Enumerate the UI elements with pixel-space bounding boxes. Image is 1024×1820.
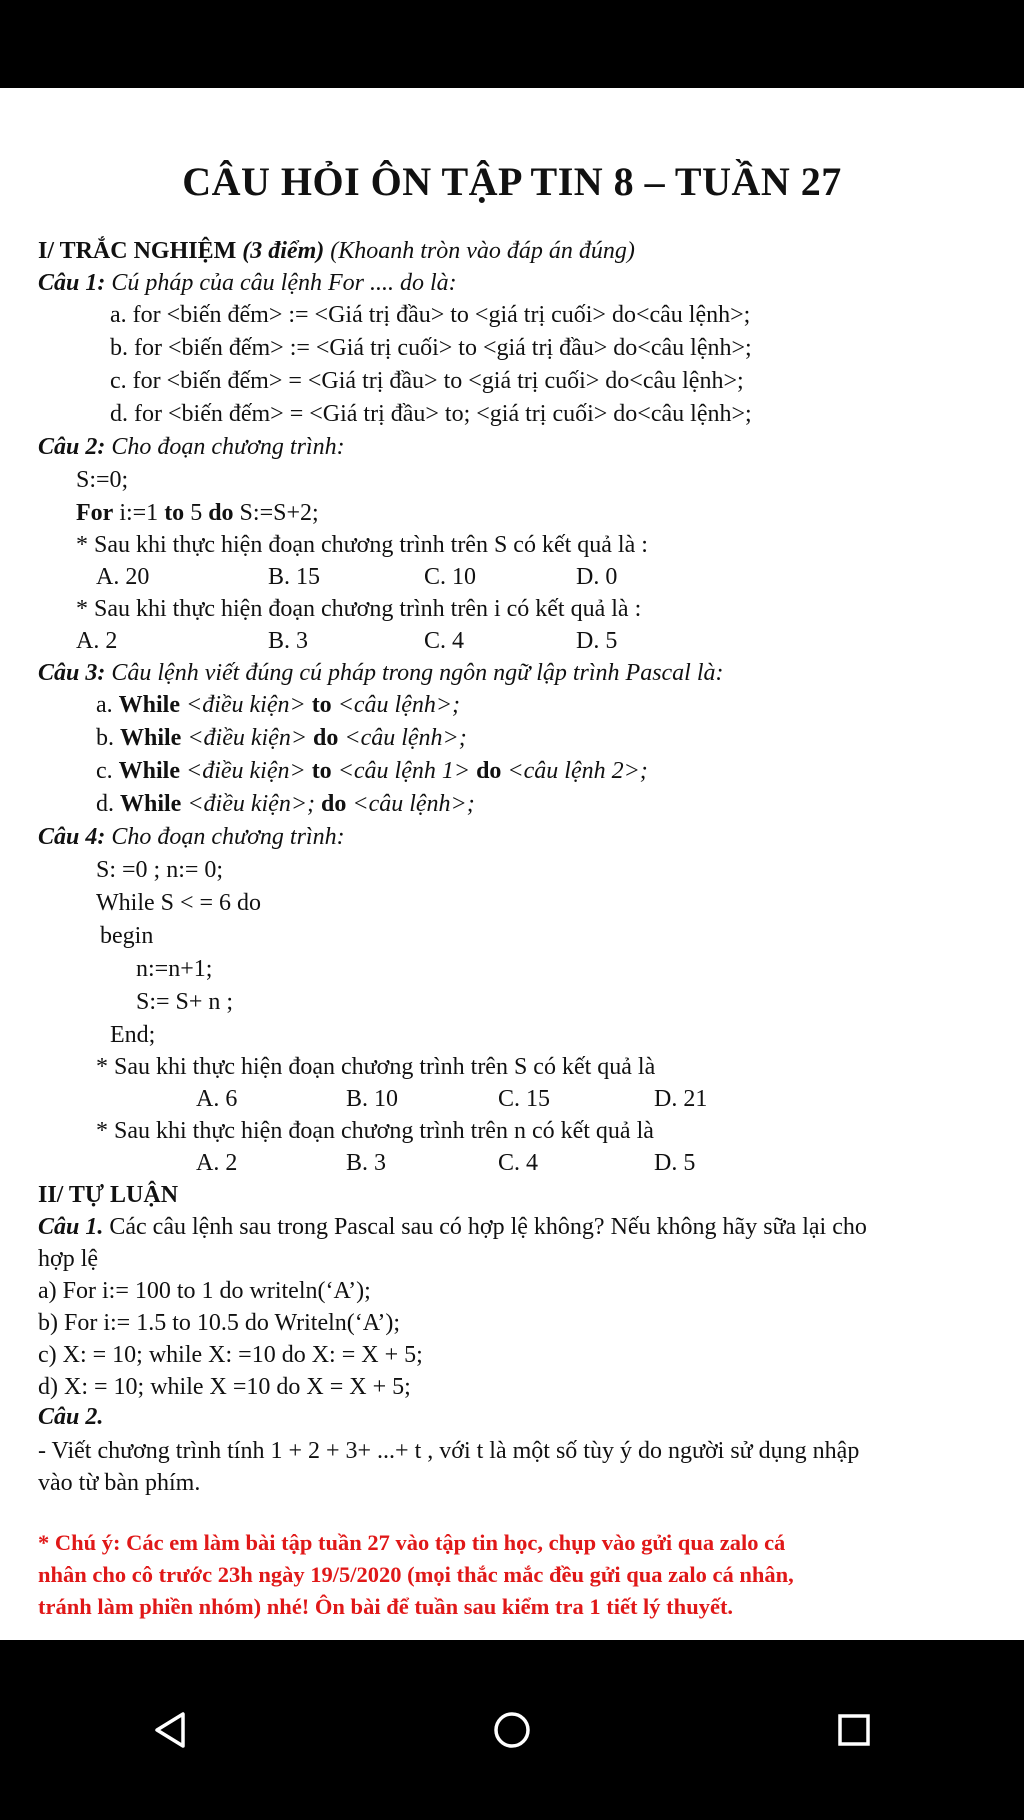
code-text: S:=S+2;	[233, 500, 319, 526]
q3-label: Câu 3:	[38, 660, 106, 686]
q2-sub1: * Sau khi thực hiện đoạn chương trình trên S có kết quả là :	[76, 532, 648, 558]
option-text: <câu lệnh>;	[338, 725, 467, 751]
q2-sub1-opt-b: B. 15	[268, 564, 321, 590]
status-bar	[0, 0, 1024, 88]
q2-sub1-opt-d: D. 0	[576, 564, 618, 590]
q1-text: Cú pháp của câu lệnh For .... do là:	[111, 270, 457, 296]
keyword: do	[321, 791, 347, 817]
keyword-while: While	[120, 725, 182, 751]
q4-sub2-opt-b: B. 3	[346, 1150, 387, 1176]
keyword-while: While	[118, 692, 180, 718]
essay-q1-text-cont: hợp lệ	[38, 1246, 99, 1272]
q3-option-b	[96, 723, 467, 753]
option-prefix: c.	[96, 758, 119, 784]
keyword-while: While	[120, 791, 182, 817]
part2-heading: II/ TỰ LUẬN	[38, 1182, 179, 1208]
q2-sub2-opt-d: D. 5	[576, 628, 618, 654]
q4-sub1-opt-c: C. 15	[498, 1086, 551, 1112]
code-text: i:=1	[113, 500, 165, 526]
part1-heading-line	[38, 236, 635, 266]
q2-label: Câu 2:	[38, 434, 106, 460]
essay-q1	[38, 1212, 867, 1242]
q3-text: Câu lệnh viết đúng cú pháp trong ngôn ngữ lập trình Pascal là:	[111, 660, 724, 686]
essay-q1-item-d: d) X: = 10; while X =10 do X = X + 5;	[38, 1374, 411, 1400]
q3-option-d	[96, 789, 475, 819]
part1-heading: I/ TRẮC NGHIỆM	[38, 238, 237, 264]
document-page	[0, 88, 1024, 1640]
essay-q1-item-a: a) For i:= 100 to 1 do writeln(‘A’);	[38, 1278, 371, 1304]
q4-code-line-2: While S < = 6 do	[96, 890, 262, 916]
q1-label: Câu 1:	[38, 270, 106, 296]
keyword-to: to	[164, 500, 185, 526]
q2-text: Cho đoạn chương trình:	[111, 434, 345, 460]
q2-sub2-opt-a: A. 2	[76, 628, 118, 654]
essay-q1-label: Câu 1.	[38, 1214, 104, 1240]
keyword: do	[476, 758, 502, 784]
option-text: <điều kiện>	[181, 725, 314, 751]
note-line-1: * Chú ý: Các em làm bài tập tuần 27 vào tập tin học, chụp vào gửi qua zalo cá	[38, 1530, 786, 1555]
q4-sub2-opt-a: A. 2	[196, 1150, 238, 1176]
q2-sub1-opt-a: A. 20	[96, 564, 150, 590]
q4-sub1: * Sau khi thực hiện đoạn chương trình trên S có kết quả là	[96, 1054, 656, 1080]
q2-sub1-opt-c: C. 10	[424, 564, 477, 590]
essay-q1-item-b: b) For i:= 1.5 to 10.5 do Writeln(‘A’);	[38, 1310, 401, 1336]
q1-question	[38, 268, 457, 298]
q1-option-c: c. for <biến đếm> = <Giá trị đầu> to <giá trị cuối> do<câu lệnh>;	[110, 368, 744, 394]
q4-code-line-1: S: =0 ; n:= 0;	[96, 857, 224, 883]
q4-sub2-opt-d: D. 5	[654, 1150, 696, 1176]
q4-label: Câu 4:	[38, 824, 106, 850]
back-triangle-icon	[153, 1711, 187, 1749]
q1-option-d: d. for <biến đếm> = <Giá trị đầu> to; <giá trị cuối> do<câu lệnh>;	[110, 401, 752, 427]
q2-code-line-1: S:=0;	[76, 467, 129, 493]
q2-question	[38, 432, 345, 462]
option-text: <điều kiện>	[180, 758, 312, 784]
essay-q2-label: Câu 2.	[38, 1404, 104, 1430]
essay-q1-item-c: c) X: = 10; while X: =10 do X: = X + 5;	[38, 1342, 423, 1368]
option-text: <câu lệnh>;	[346, 791, 475, 817]
keyword: do	[313, 725, 339, 751]
code-text: 5	[184, 500, 209, 526]
home-button[interactable]	[484, 1702, 540, 1758]
q4-text: Cho đoạn chương trình:	[111, 824, 345, 850]
home-circle-icon	[492, 1710, 532, 1750]
note-line-3: tránh làm phiền nhóm) nhé! Ôn bài để tuần sau kiểm tra 1 tiết lý thuyết.	[38, 1594, 734, 1619]
option-prefix: b.	[96, 725, 120, 751]
part1-instruction: (Khoanh tròn vào đáp án đúng)	[330, 238, 635, 264]
q2-sub2-opt-c: C. 4	[424, 628, 465, 654]
option-prefix: a.	[96, 692, 119, 718]
q2-sub2: * Sau khi thực hiện đoạn chương trình trên i có kết quả là :	[76, 596, 642, 622]
keyword-while: While	[118, 758, 180, 784]
page-title: CÂU HỎI ÔN TẬP TIN 8 – TUẦN 27	[182, 159, 842, 204]
q4-code-line-3: begin	[100, 923, 154, 949]
option-text: <câu lệnh 1>	[331, 758, 477, 784]
option-text: <điều kiện>	[180, 692, 312, 718]
note-line-2: nhân cho cô trước 23h ngày 19/5/2020 (mọi thắc mắc đều gửi qua zalo cá nhân,	[38, 1562, 794, 1587]
keyword-for: For	[76, 500, 114, 526]
option-text: <điều kiện>;	[181, 791, 322, 817]
keyword: to	[311, 758, 332, 784]
q4-code-line-4: n:=n+1;	[136, 956, 213, 982]
recents-square-icon	[836, 1712, 872, 1748]
keyword: to	[311, 692, 332, 718]
essay-q1-text: Các câu lệnh sau trong Pascal sau có hợp lệ không? Nếu không hãy sữa lại cho	[103, 1214, 867, 1240]
recents-button[interactable]	[826, 1702, 882, 1758]
keyword-do: do	[208, 500, 234, 526]
essay-q2-text-cont: vào từ bàn phím.	[38, 1470, 201, 1496]
q4-sub2-opt-c: C. 4	[498, 1150, 539, 1176]
q1-option-b: b. for <biến đếm> := <Giá trị cuối> to <giá trị đầu> do<câu lệnh>;	[110, 335, 752, 361]
q4-code-line-6: End;	[110, 1022, 156, 1048]
q2-sub2-opt-b: B. 3	[268, 628, 309, 654]
q4-code-line-5: S:= S+ n ;	[136, 989, 234, 1015]
part1-points: (3 điểm)	[242, 238, 325, 264]
q4-sub2: * Sau khi thực hiện đoạn chương trình trên n có kết quả là	[96, 1118, 654, 1144]
q2-code-line-2	[76, 498, 319, 528]
q3-option-a	[96, 690, 460, 720]
essay-q2-text: - Viết chương trình tính 1 + 2 + 3+ ...+ t , với t là một số tùy ý do người sử dụng nhập	[38, 1438, 860, 1464]
back-button[interactable]	[142, 1702, 198, 1758]
q1-option-a: a. for <biến đếm> := <Giá trị đầu> to <giá trị cuối> do<câu lệnh>;	[110, 302, 751, 328]
option-prefix: d.	[96, 791, 120, 817]
q4-sub1-opt-d: D. 21	[654, 1086, 708, 1112]
navigation-bar	[0, 1640, 1024, 1820]
q4-question	[38, 822, 345, 852]
q4-sub1-opt-b: B. 10	[346, 1086, 399, 1112]
q4-sub1-opt-a: A. 6	[196, 1086, 238, 1112]
q3-question	[38, 658, 724, 688]
option-text: <câu lệnh>;	[331, 692, 461, 718]
option-text: <câu lệnh 2>;	[501, 758, 648, 784]
q3-option-c	[96, 756, 648, 786]
